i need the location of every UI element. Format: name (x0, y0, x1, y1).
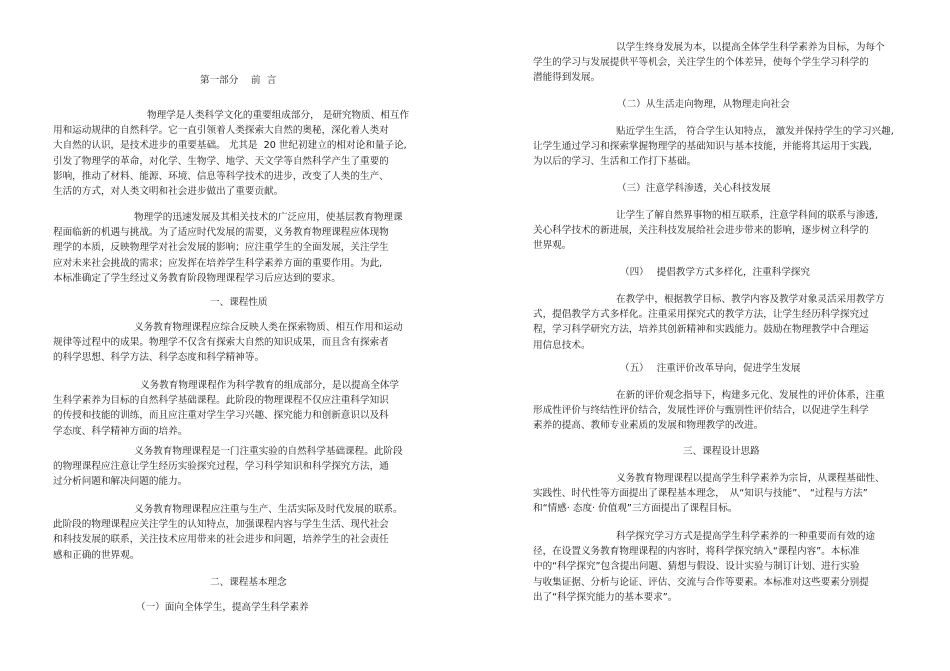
subsection-heading-1: （一）面向全体学生，提高学生科学素养 (136, 602, 309, 613)
left-p2-line: 本标准确定了学生经过义务教育阶段物理课程学习后应达到的要求。 (53, 272, 341, 284)
right-p0-line: 潜能得到发展。 (533, 72, 601, 84)
section-heading-1: 一、课程性质 (210, 297, 268, 308)
left-p4-line: 的传授和技能的训练，而且应注重对学生学习兴趣、探究能力和创新意识以及科 (53, 410, 389, 422)
section-heading-2: 二、课程基本理念 (210, 577, 287, 588)
right-p4-line: 素养的提高、教师专业素质的发展和物理教学的改进。 (533, 420, 764, 432)
subsection-heading-5: （五） 注重评价改革导向，促进学生发展 (620, 363, 801, 374)
right-p0-line: 以学生终身发展为本，以提高全体学生科学素养为目标，为每个 (616, 42, 885, 53)
right-p0-line: 学生的学习与发展提供平等机会，关注学生的个体差异，使每个学生学习科学的 (533, 57, 869, 69)
subsection-heading-4: （四） 提倡教学方式多样化，注重科学探究 (620, 267, 811, 278)
part-title: 第一部分 前 言 (200, 75, 277, 86)
right-p2-line: 让学生了解自然界事物的相互联系，注意学科间的联系与渗透, (616, 210, 879, 221)
right-p1-line: 贴近学生生活， 符合学生认知特点， 激发并保持学生的学习兴趣, (616, 126, 894, 137)
left-p2-line: 应对未来社会挑战的需求；应发挥在培养学生科学素养方面的重要作用。为此, (53, 257, 383, 269)
left-p1-line: 影响，推动了材料、能源、环境、信息等科学技术的进步，改变了人类的生产、 (53, 170, 389, 182)
left-p1-line: 引发了物理学的革命，对化学、生物学、地学、天文学等自然科学产生了重要的 (53, 155, 389, 167)
left-p6-line: 和科技发展的联系，关注技术应用带来的社会进步和问题，培养学生的社会责任 (53, 534, 389, 546)
right-p2-line: 关心科学技术的新进展，关注科技发展给社会进步带来的影响，逐步树立科学的 (533, 225, 869, 237)
left-p1-line: 生活的方式，对人类文明和社会进步做出了重要贡献。 (53, 186, 284, 197)
left-p5-line: 的物理课程应注意让学生经历实验探究过程，学习科学知识和科学探究方法，通 (53, 461, 389, 473)
right-p3-line: 用信息技术。 (533, 339, 591, 351)
left-p3-line: 规律等过程中的成果。物理学不仅含有探索大自然的知识成果，而且含有探索者 (53, 337, 389, 349)
right-p6-line: 与收集证据、分析与论证、评估、交流与合作等要素。本标准对这些要素分别提 (533, 576, 869, 588)
right-p1-line: 让学生通过学习和探索掌握物理学的基础知识与基本技能，并能将其运用于实践, (533, 141, 872, 153)
right-p2-line: 世界观。 (533, 240, 572, 252)
right-p3-line: 程，学习科学研究方法，培养其创新精神和实践能力。鼓励在物理教学中合理运 (533, 324, 869, 336)
left-p1-line: 大自然的认识，是技术进步的重要基础。 尤其是 20 世纪初建立的相对论和量子论, (53, 140, 407, 152)
left-p6-line: 此阶段的物理课程应关注学生的认知特点，加强课程内容与学生生活、现代社会 (53, 519, 389, 531)
subsection-heading-3: （三）注意学科渗透，关心科技发展 (617, 183, 771, 194)
left-p3-line: 义务教育物理课程应综合反映人类在探索物质、相互作用和运动 (134, 322, 403, 333)
left-p4-line: 学态度、科学精神方面的培养。 (53, 425, 188, 437)
left-p5-line: 过分析问题和解决问题的能力。 (53, 476, 188, 488)
right-p5-line: 和“情感· 态度· 价值观”三方面提出了课程目标。 (533, 503, 738, 515)
left-p2-line: 物理学的迅速发展及其相关技术的广泛应用，使基层教育物理课 (134, 212, 403, 223)
left-p4-line: 义务教育物理课程作为科学教育的组成部分，是以提高全体学 (140, 380, 400, 391)
right-p1-line: 为以后的学习、生活和工作打下基础。 (533, 156, 697, 168)
left-p6-line: 感和正确的世界观。 (53, 549, 140, 561)
right-p6-line: 径，在设置义务教育物理课程的内容时，将科学探究纳入“课程内容”。本标准 (533, 546, 860, 558)
right-p6-line: 出了“科学探究能力的基本要求”。 (533, 591, 678, 603)
subsection-heading-2: （二）从生活走向物理，从物理走向社会 (617, 99, 790, 110)
right-p4-line: 形成性评价与终结性评价结合，发展性评价与甄别性评价结合，以促进学生科学 (533, 405, 869, 417)
left-p2-line: 理学的本质，反映物理学对社会发展的影响；应注重学生的全面发展，关注学生 (53, 242, 389, 254)
left-p1-line: 物理学是人类科学文化的重要组成部分， 是研究物质、相互作 (147, 110, 410, 121)
left-p6-line: 义务教育物理课程应注重与生产、生活实际及时代发展的联系。 (134, 504, 403, 515)
right-p5-line: 实践性、时代性等方面提出了课程基本理念， 从“知识与技能”、 “过程与方法” (533, 488, 868, 500)
right-p4-line: 在新的评价观念指导下，构建多元化、发展性的评价体系，注重 (616, 390, 885, 401)
right-p6-line: 科学探究学习方式是提高学生科学素养的一种重要而有效的途 (616, 531, 876, 542)
left-p1-line: 用和运动规律的自然科学。它一直引领着人类探索大自然的奥秘，深化着人类对 (53, 125, 389, 137)
right-p3-line: 式，提倡教学方式多样化。注重采用探究式的教学方法，让学生经历科学探究过 (533, 309, 869, 321)
section-heading-3: 三、课程设计思路 (683, 446, 760, 457)
left-p3-line: 的科学思想、科学方法、科学态度和科学精神等。 (53, 352, 265, 364)
right-p5-line: 义务教育物理课程以提高学生科学素养为宗旨，从课程基础性、 (616, 473, 885, 484)
left-p4-line: 生科学素养为目标的自然科学基础课程。此阶段的物理课程不仅应注重科学知识 (53, 395, 389, 407)
right-p6-line: 中的“科学探究”包含提出问题、猜想与假设、设计实验与制订计划、进行实验 (533, 561, 860, 573)
left-p5-line: 义务教育物理课程是一门注重实验的自然科学基础课程。此阶段 (134, 446, 403, 457)
left-p2-line: 程面临新的机遇与挑战。为了适应时代发展的需要，义务教育物理课程应体现物 (53, 227, 389, 239)
right-p3-line: 在教学中，根据教学目标、教学内容及教学对象灵活采用教学方 (616, 294, 885, 305)
